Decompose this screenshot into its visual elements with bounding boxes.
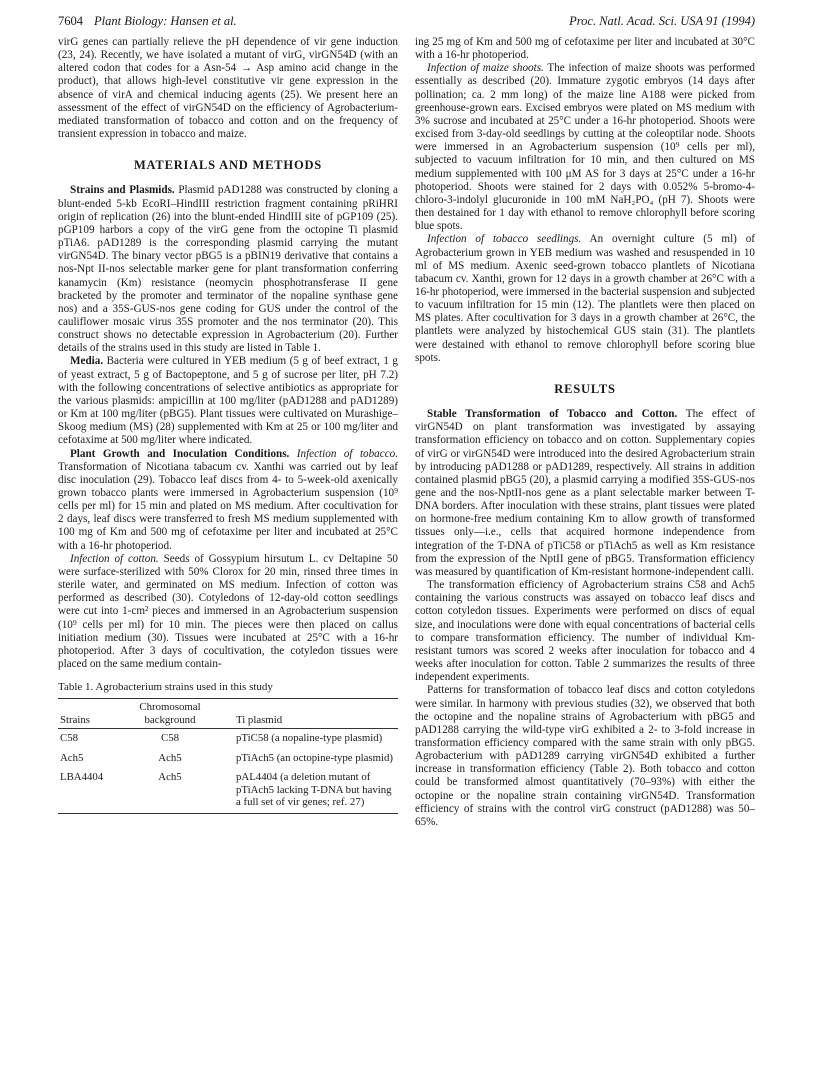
maize-paragraph bbox=[415, 62, 755, 233]
table-cell: pTiC58 (a nopaline-type plasmid) bbox=[236, 732, 383, 745]
right-column bbox=[415, 36, 755, 829]
table-cell: Ach5 bbox=[158, 771, 182, 784]
table-cell: pAL4404 (a deletion mutant of pTiAch5 lacking T-DNA but having a full set of vir genes; ref. 27) bbox=[236, 771, 392, 809]
table-cell: pTiAch5 (an octopine-type plasmid) bbox=[236, 751, 394, 764]
table-header-background: Chromosomal background bbox=[139, 701, 201, 726]
results-paragraph-3: Patterns for transformation of tobacco leaf discs and cotton cotyledons were similar. In harmony with previous studies (32), we observed that both the octopine and the nopaline strains of Agrobacterium with pBG5 and pAD1288 carrying the wild-type virG exhibited a 2- to 3-fold increase in transformation efficiency compared with the same strain with only pBG5. Agrobacterium with pAD1289 carrying virGN54D exhibited a further increase in transformation efficiency (Table 2). Both tobacco and cotton could be transformed almost quantitatively (70–93%) with either the octopine or the nopaline strain containing virGN54D. Transformation efficiency of strains with the control virG construct (pAD1288) was 50–65%. bbox=[415, 684, 755, 828]
table-row bbox=[58, 768, 398, 813]
table-cell: C58 bbox=[161, 732, 179, 745]
maize-text: The infection of maize shoots was performed essentially as described (20). Immature zygotic embryos (14 days after pollination; ca. 2 mm long) of the maize line A188 were picked from greenhouse-grown ears. Excised embryos were plated on MS medium with 3% sucrose and incubated at 25°C under a 16-hr photoperiod. Shoots were excised from 3-day-old seedlings by cutting at the coleoptilar node. Shoots were immersed in an Agrobacterium suspension (10⁹ cells per ml), subjected to vacuum infiltration for 10 min, and then cultured on MS medium supplemented with 100 μM AS for 3 days at 25°C under a 16-hr photoperiod. Shoots were stained for 2 days with 0.052% 5-bromo-4-chloro-3-indolyl glucuronide in 100 mM NaH₂PO₄ (pH 7). Shoots were then destained for 1 day with ethanol to remove chlorophyll before scoring blue spots. bbox=[415, 62, 755, 233]
strains-table bbox=[58, 698, 398, 814]
table-cell: LBA4404 bbox=[60, 771, 104, 784]
growth-heading: Plant Growth and Inoculation Conditions. bbox=[70, 447, 290, 460]
table-header-strains: Strains bbox=[60, 713, 90, 726]
methods-heading: MATERIALS AND METHODS bbox=[133, 158, 323, 173]
table-cell: Ach5 bbox=[158, 751, 182, 764]
media-paragraph bbox=[58, 355, 398, 447]
media-heading: Media. bbox=[70, 355, 104, 368]
cotton-subheading: Infection of cotton. bbox=[70, 552, 159, 565]
media-text: Bacteria were cultured in YEB medium (5 g of beef extract, 1 g of yeast extract, 5 g of Bactopeptone, and 5 g of sucrose per liter, pH 7.2) with the following concentrations of selective antibiotics as appropriate for the various plasmids: ampicillin at 100 mg/liter (pAD1288 and pAD1289) or Km at 100 mg/liter (pBG5). Plant tissues were cultivated on Murashige–Skoog medium (MS) (28) supplemented with Km at 25 or 100 mg/liter and cefotaxime at 500 mg/liter where indicated. bbox=[58, 355, 398, 447]
table-cell: C58 bbox=[60, 732, 78, 745]
stable-text: The effect of virGN54D on plant transformation was investigated by assaying transformation efficiency on tobacco and on cotton. Supplementary copies of virG or virGN54D were introduced into the desired Agrobacterium strain by introducing pAD1288 or pAD1289, respectively. All strains in addition contained plasmid pBG5 (20), a plasmid carrying a modified 35S-GUS-nos gene and the nos-NptII-nos gene as a plant selectable marker between T-DNA borders. After inoculation with these strains, plant tissues were plated on hormone-free medium containing Km to allow growth of transformed tissues only—i.e., cells that acquired hormone independence from integration of the T-DNA of pTiC58 or pTiAch5 as well as Km resistance from the expression of the NptII gene of pBG5. Transformation efficiency was measured by quantification of Km-resistant hormone-independent calli. bbox=[415, 408, 755, 578]
page-number: 7604 bbox=[58, 14, 83, 28]
seedling-subheading: Infection of tobacco seedlings. bbox=[427, 233, 582, 246]
journal-citation: Proc. Natl. Acad. Sci. USA 91 (1994) bbox=[569, 14, 755, 28]
table-row bbox=[58, 749, 398, 769]
strains-text: Plasmid pAD1288 was constructed by cloning a blunt-ended 5-kb EcoRI–HindIII restriction fragment containing pRiHRI origin of replication (26) into the blunt-ended HindIII site of pGP109 (25). pGP109 harbors a copy of the virG gene from the octopine Ti plasmid pTiA6. pAD1289 is the corresponding plasmid carrying the mutant virGN54D. The binary vector pBG5 is a pBIN19 derivative that contains a nos-Npt II-nos selectable marker gene for plant transformation conferring kanamycin (Km) resistance (neomycin phosphotransferase II gene bracketed by the promoter and terminator of the nopaline synthase gene nos) and a 35S-GUS-nos gene coding for GUS under the control of the cauliflower mosaic virus 35S promoter and the nos terminator (20). This construct shows no detectable expression in Agrobacterium (20). Further details of the strains used in this study are listed in Table 1. bbox=[58, 184, 399, 355]
cotton-text: Seeds of Gossypium hirsutum L. cv Deltapine 50 were surface-sterilized with 50% Clorox for 20 min, rinsed three times in sterile water, and germinated on MS medium. Infection of cotton was performed as described (30). Cotyledons of 12-day-old cotton seedlings were cut into 1-cm² pieces and immersed in an Agrobacterium suspension (10⁹ cells per ml) for 10 min. The pieces were then placed on callus initiation medium (30). Tissues were incubated at 25°C with a 16-hr photoperiod. After 3 days of cocultivation, the cotyledon tissues were placed on the same medium contain- bbox=[58, 552, 399, 671]
stable-heading: Stable Transformation of Tobacco and Cotton. bbox=[427, 408, 678, 421]
maize-subheading: Infection of maize shoots. bbox=[427, 62, 544, 75]
strains-paragraph bbox=[58, 184, 398, 355]
results-paragraph-2: The transformation efficiency of Agrobacterium strains C58 and Ach5 containing the various constructs was assayed on tobacco leaf discs and cotton cotyledon tissues. Experiments were performed on discs of equal size, and inoculations were done with equal concentrations of bacterial cells to compare transformation efficiency. The number of individual Km-resistant tumors was scored 2 weeks after inoculation for tobacco and 4 weeks after inoculation for cotton. Table 2 summarizes the results of three independent experiments. bbox=[415, 579, 755, 684]
strains-heading: Strains and Plasmids. bbox=[70, 184, 175, 197]
tobacco-text: Transformation of Nicotiana tabacum cv. Xanthi was carried out by leaf disc inoculation (29). Tobacco leaf discs from 4- to 5-week-old axenically grown tobacco plants were immersed in Agrobacterium suspension (10⁹ cells per ml) for 15 min and plated on MS medium. After cocultivation for 2 days, leaf discs were transferred to fresh MS medium supplemented with 100 mg of Km and 500 mg of cefotaxime per liter and incubated at 25°C with a 16-hr photoperiod. bbox=[58, 460, 398, 552]
table-caption: Table 1. Agrobacterium strains used in this study bbox=[58, 681, 273, 694]
table-header-plasmid: Ti plasmid bbox=[236, 713, 283, 726]
continued-paragraph: ing 25 mg of Km and 500 mg of cefotaxime per liter and incubated at 30°C with a 16-hr photoperiod. bbox=[415, 36, 755, 62]
intro-paragraph: virG genes can partially relieve the pH dependence of vir gene induction (23, 24). Recently, we have isolated a mutant of virG, virGN54D (with an altered codon that codes for a Asn-54 → Asp amino acid change in the product), that allows high-level constitutive vir gene expression in the absence of virA and chemical inducing agents (25). We present here an assessment of the effect of virGN54D on the efficiency of Agrobacterium-mediated transformation of tobacco and cotton and on the frequency of transient expression in tobacco and maize. bbox=[58, 36, 398, 141]
seedling-text: An overnight culture (5 ml) of Agrobacterium grown in YEB medium was washed and resuspended in 10 ml of MS medium. Axenic seed-grown tobacco plantlets of Nicotiana tabacum cv. Xanthi, grown for 12 days in a growth chamber at 26°C with a 16-hr photoperiod, were immersed in the bacterial suspension and subjected to vacuum infiltration for 15 min (12). The plantlets were then placed on MS plates. After cocultivation for 3 days in a growth chamber at 26°C, the plantlets were analyzed by histochemical GUS stain (31). The plantlets were destained with ethanol to remove chlorophyll before scoring blue spots. bbox=[415, 233, 755, 364]
growth-paragraph bbox=[58, 448, 398, 553]
table-row bbox=[58, 729, 398, 749]
tobacco-subheading: Infection of tobacco. bbox=[289, 447, 399, 460]
left-column bbox=[58, 36, 398, 814]
seedling-paragraph bbox=[415, 233, 755, 365]
stable-paragraph bbox=[415, 408, 755, 579]
running-title: Plant Biology: Hansen et al. bbox=[94, 14, 237, 28]
page-header bbox=[58, 14, 755, 32]
table-cell: Ach5 bbox=[60, 751, 84, 764]
results-heading: RESULTS bbox=[554, 381, 616, 396]
cotton-paragraph bbox=[58, 553, 398, 671]
